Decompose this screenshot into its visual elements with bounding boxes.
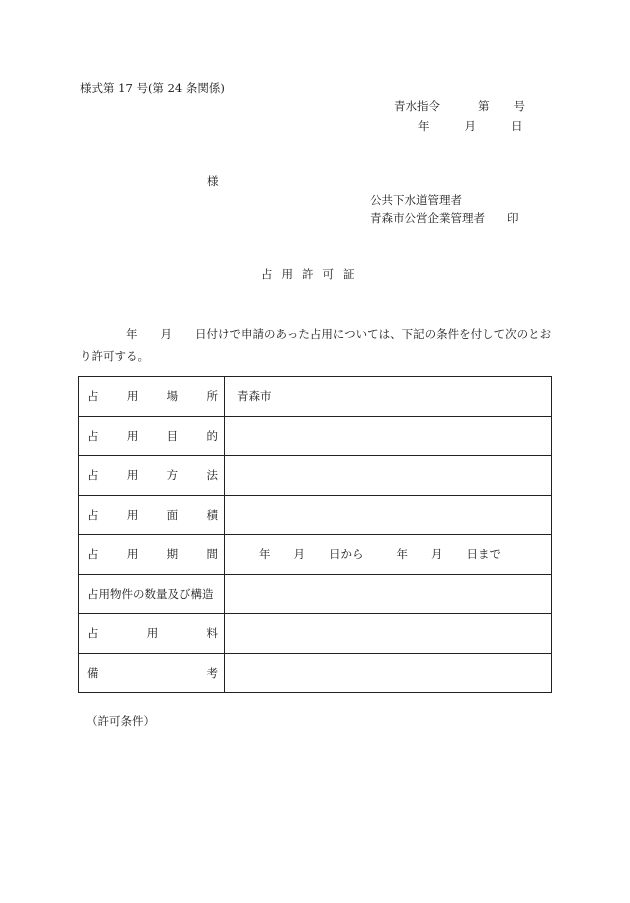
- row-label: [79, 456, 225, 496]
- label-char: 面: [166, 507, 179, 522]
- period-from-month: 月: [293, 547, 305, 562]
- addressee-honorific: 様: [207, 174, 219, 188]
- label-char: 積: [206, 507, 218, 522]
- period-from-day: 日から: [329, 547, 364, 562]
- table-row: [79, 574, 552, 614]
- row-value: 青森市: [225, 377, 552, 417]
- label-char: 占: [87, 428, 99, 443]
- label-char: 用: [126, 547, 139, 562]
- body-text: [80, 323, 552, 367]
- table-row: [79, 377, 552, 417]
- seal-mark: 印: [507, 211, 519, 225]
- period-from-year: 年: [259, 547, 271, 562]
- row-value: [225, 456, 552, 496]
- row-label: [79, 377, 225, 417]
- label-char: 用: [146, 626, 159, 641]
- label-spread: [79, 546, 224, 562]
- row-value-period: [225, 535, 552, 575]
- label-char: 占: [87, 626, 99, 641]
- ref-go: 号: [513, 99, 525, 113]
- row-label: [79, 574, 225, 614]
- label-char: 占: [87, 468, 99, 483]
- label-char: 目: [166, 428, 179, 443]
- ref-dai: 第: [478, 99, 490, 113]
- row-value: [225, 614, 552, 654]
- label-char: 期: [166, 547, 179, 562]
- label-single: 占用物件の数量及び構造: [87, 586, 214, 601]
- label-char: 占: [87, 389, 99, 404]
- label-char: 用: [126, 389, 139, 404]
- label-char: 場: [166, 389, 179, 404]
- issuer-title: 青森市公営企業管理者: [370, 211, 485, 225]
- date-month: 月: [464, 119, 476, 133]
- row-value: [225, 653, 552, 693]
- label-spread: [79, 467, 224, 483]
- table-row: [79, 535, 552, 575]
- label-char: 用: [126, 428, 139, 443]
- label-char: 備: [87, 665, 99, 680]
- label-char: 占: [87, 547, 99, 562]
- label-spread: [79, 428, 224, 444]
- reference-number: [394, 101, 525, 113]
- label-char: 用: [126, 507, 139, 522]
- table-row: [79, 456, 552, 496]
- date-year: 年: [418, 119, 430, 133]
- ref-prefix: 青水指令: [394, 99, 440, 113]
- label-char: 間: [206, 547, 218, 562]
- conditions-label: （許可条件）: [86, 714, 155, 728]
- row-label: [79, 535, 225, 575]
- period-to-month: 月: [431, 547, 443, 562]
- date-day: 日: [511, 119, 523, 133]
- issuer-line-2: [370, 213, 519, 225]
- issue-date: [418, 121, 523, 133]
- row-value: [225, 574, 552, 614]
- table-row: [79, 416, 552, 456]
- label-spread: [79, 507, 224, 523]
- label-char: 方: [166, 468, 179, 483]
- label-char: 的: [206, 428, 218, 443]
- body-sentence: 年 月 日付けで申請のあった占用については、下記の条件を付して次のとおり許可する。: [80, 327, 552, 363]
- table-row: [79, 653, 552, 693]
- label-char: 用: [126, 468, 139, 483]
- document-title: 占用許可証: [261, 267, 364, 281]
- label-char: 法: [206, 468, 218, 483]
- row-label: [79, 614, 225, 654]
- issuer-line-1: 公共下水道管理者: [370, 193, 462, 207]
- permit-table: [78, 376, 552, 693]
- table-row: [79, 614, 552, 654]
- label-spread: [79, 388, 224, 404]
- table-row: [79, 495, 552, 535]
- label-spread: [79, 665, 224, 681]
- row-value: [225, 495, 552, 535]
- label-spread: [79, 625, 224, 641]
- label-char: 所: [206, 389, 218, 404]
- row-label: [79, 653, 225, 693]
- period-fields: [225, 546, 551, 562]
- period-to-day: 日まで: [466, 547, 501, 562]
- row-value: [225, 416, 552, 456]
- period-to-year: 年: [396, 547, 408, 562]
- row-label: [79, 416, 225, 456]
- row-label: [79, 495, 225, 535]
- form-number: 様式第 17 号(第 24 条関係): [80, 81, 225, 95]
- label-char: 占: [87, 507, 99, 522]
- label-char: 考: [206, 665, 218, 680]
- label-char: 料: [206, 626, 218, 641]
